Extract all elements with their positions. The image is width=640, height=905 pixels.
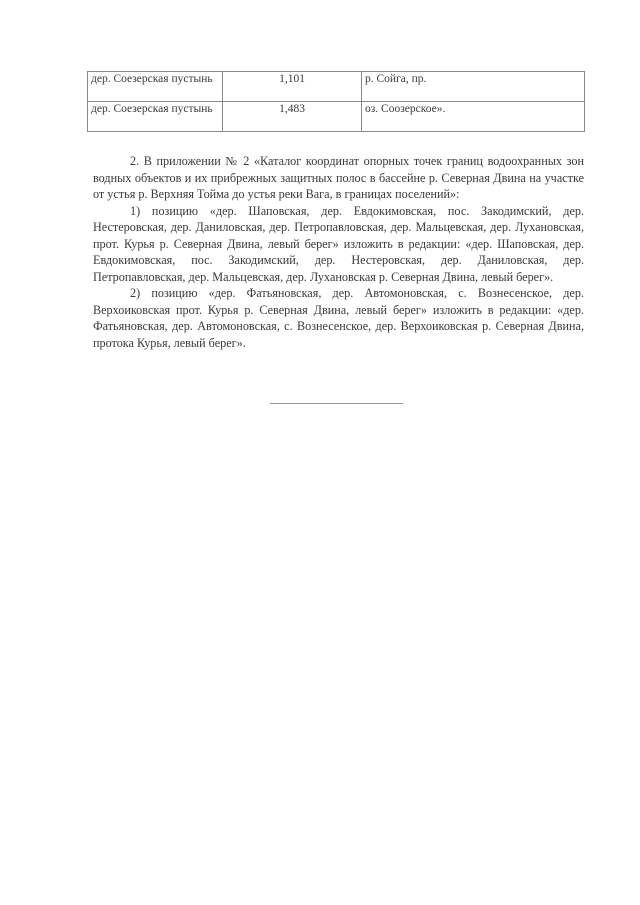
paragraph-item-1: 1) позицию «дер. Шаповская, дер. Евдокимовская, пос. Закодимский, дер. Нестеровская, дер. Даниловская, дер. Петропавловская, дер. Мальцевская, дер. Лухановская, прот. Курья р. Северная Двина, левый берег» изложить в редакции: «дер. Шаповская, дер. Евдокимовская, пос. Закодимский, дер. Нестеровская, дер. Даниловская, дер. Петропавловская, дер. Мальцевская, дер. Лухановская р. Северная Двина, левый берег». — [93, 203, 584, 284]
settlement-cell: дер. Соезерская пустынь — [88, 102, 223, 132]
table-row — [88, 72, 585, 102]
value-cell: 1,101 — [223, 72, 362, 102]
end-divider — [270, 403, 403, 404]
paragraph-item-2: 2) позицию «дер. Фатьяновская, дер. Автомоновская, с. Вознесенское, дер. Верхоиковская прот. Курья р. Северная Двина, левый берег» изложить в редакции: «дер. Фатьяновская, дер. Автомоновская, с. Вознесенское, дер. Верхоиковская р. Северная Двина, протока Курья, левый берег». — [93, 286, 584, 350]
water-object-cell: р. Сойга, пр. — [362, 72, 585, 102]
paragraph-appendix-2: 2. В приложении № 2 «Каталог координат опорных точек границ водоохранных зон водных объектов и их прибрежных защитных полос в бассейне р. Северная Двина на участке от устья р. Верхняя Тойма до устья реки Вага, в границах поселений»: — [93, 154, 584, 201]
settlement-cell: дер. Соезерская пустынь — [88, 72, 223, 102]
table-row — [88, 102, 585, 132]
value-cell: 1,483 — [223, 102, 362, 132]
water-object-cell: оз. Соозерское». — [362, 102, 585, 132]
document-body — [93, 153, 584, 351]
coordinates-table — [87, 71, 585, 132]
